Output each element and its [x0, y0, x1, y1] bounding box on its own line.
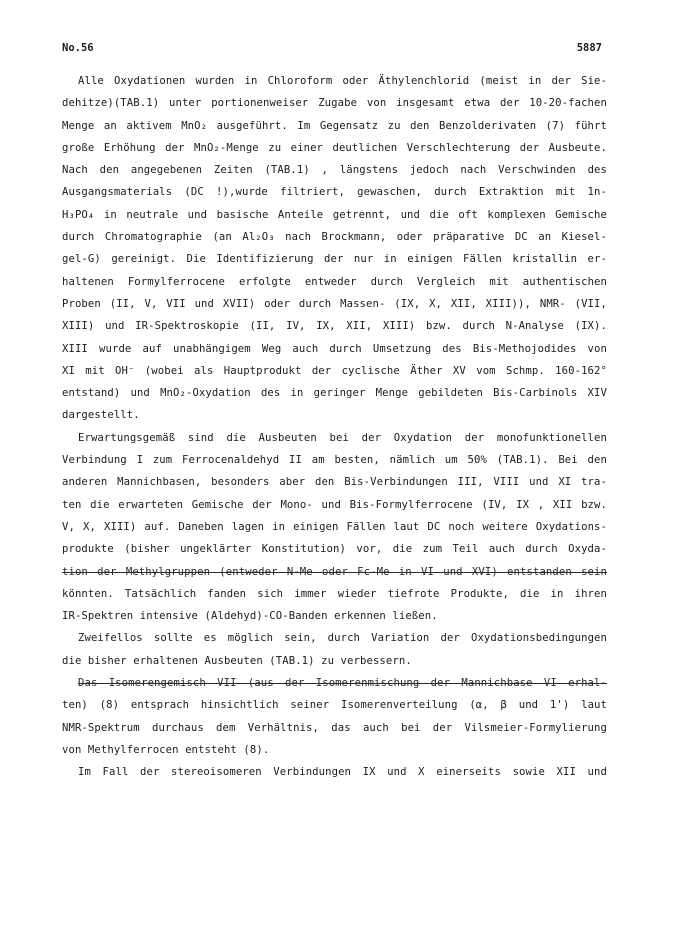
text-line: ten) (8) entsprach hinsichtlich seiner Isomerenverteilung (α, β und 1') laut [62, 699, 607, 712]
struck-text-line: Das Isomerengemisch VII (aus der Isomerenmischung der Mannichbase VI erhal- [78, 677, 607, 690]
text-line: IR-Spektren intensive (Aldehyd)-CO-Banden erkennen ließen. [62, 610, 438, 623]
text-line: Alle Oxydationen wurden in Chloroform oder Äthylenchlorid (meist in der Sie- [78, 75, 607, 87]
text-line: Im Fall der stereoisomeren Verbindungen IX und X einerseits sowie XII und [78, 766, 607, 779]
text-line: anderen Mannichbasen, besonders aber den Bis-Verbindungen III, VIII und XI tra- [62, 476, 607, 489]
text-line: durch Chromatographie (an Al₂O₃ nach Brockmann, oder präparative DC an Kiesel- [62, 231, 607, 244]
text-line: ten die erwarteten Gemische der Mono- und Bis-Formylferrocene (IV, IX , XII bzw. [62, 498, 607, 511]
struck-text-line: tion der Methylgruppen (entweder N-Me oder Fc-Me in VI und XVI) entstanden sein [62, 565, 607, 578]
page-header [62, 42, 602, 58]
text-line: produkte (bisher ungeklärter Konstitution) vor, die zum Teil auch durch Oxyda- [62, 543, 607, 556]
text-line: Ausgangsmaterials (DC !),wurde filtriert, gewaschen, durch Extraktion mit 1n- [62, 186, 607, 199]
text-line: XI mit OH⁻ (wobei als Hauptprodukt der cyclische Äther XV vom Schmp. 160-162° [62, 364, 607, 377]
text-line: haltenen Formylferrocene erfolgte entweder durch Vergleich mit authentischen [62, 275, 607, 288]
text-line: von Methylferrocen entsteht (8). [62, 743, 270, 756]
text-line: XIII) und IR-Spektroskopie (II, IV, IX, XII, XIII) bzw. durch N-Analyse (IX). [62, 320, 607, 333]
text-line: Zweifellos sollte es möglich sein, durch Variation der Oxydationsbedingungen [78, 632, 607, 645]
text-line: Verbindung I zum Ferrocenaldehyd II am besten, nämlich um 50% (TAB.1). Bei den [62, 454, 607, 467]
text-line: Proben (II, V, VII und XVII) oder durch Massen- (IX, X, XII, XIII)), NMR- (VII, [62, 297, 607, 310]
text-line: entstand) und MnO₂-Oxydation des in geringer Menge gebildeten Bis-Carbinols XIV [62, 387, 607, 400]
text-line: Erwartungsgemäß sind die Ausbeuten bei der Oxydation der monofunktionellen [78, 431, 607, 444]
text-line: könnten. Tatsächlich fanden sich immer wieder tiefrote Produkte, die in ihren [62, 587, 607, 600]
text-line: große Erhöhung der MnO₂-Menge zu einer deutlichen Verschlechterung der Ausbeute. [62, 141, 607, 154]
text-line: die bisher erhaltenen Ausbeuten (TAB.1) zu verbessern. [62, 654, 412, 667]
text-line: dargestellt. [62, 409, 140, 422]
text-line: dehitze)(TAB.1) unter portionenweiser Zugabe von insgesamt etwa der 10-20-fachen [62, 97, 607, 110]
text-line: H₃PO₄ in neutrale und basische Anteile getrennt, und die oft komplexen Gemische [62, 208, 607, 221]
journal-issue: No.56 [62, 42, 94, 54]
text-line: XIII wurde auf unabhängigem Weg auch durch Umsetzung des Bis-Methojodides von [62, 342, 607, 355]
page-number: 5887 [576, 42, 602, 54]
text-line: Nach den angegebenen Zeiten (TAB.1) , längstens jedoch nach Verschwinden des [62, 164, 607, 177]
text-line: Menge an aktivem MnO₂ ausgeführt. Im Gegensatz zu den Benzolderivaten (7) führt [62, 119, 607, 132]
body-text [62, 70, 607, 784]
text-line: gel-G) gereinigt. Die Identifizierung der nur in einigen Fällen kristallin er- [62, 253, 607, 266]
text-line: NMR-Spektrum durchaus dem Verhältnis, das auch bei der Vilsmeier-Formylierung [62, 721, 607, 734]
text-line: V, X, XIII) auf. Daneben lagen in einigen Fällen laut DC noch weitere Oxydations- [62, 520, 607, 533]
